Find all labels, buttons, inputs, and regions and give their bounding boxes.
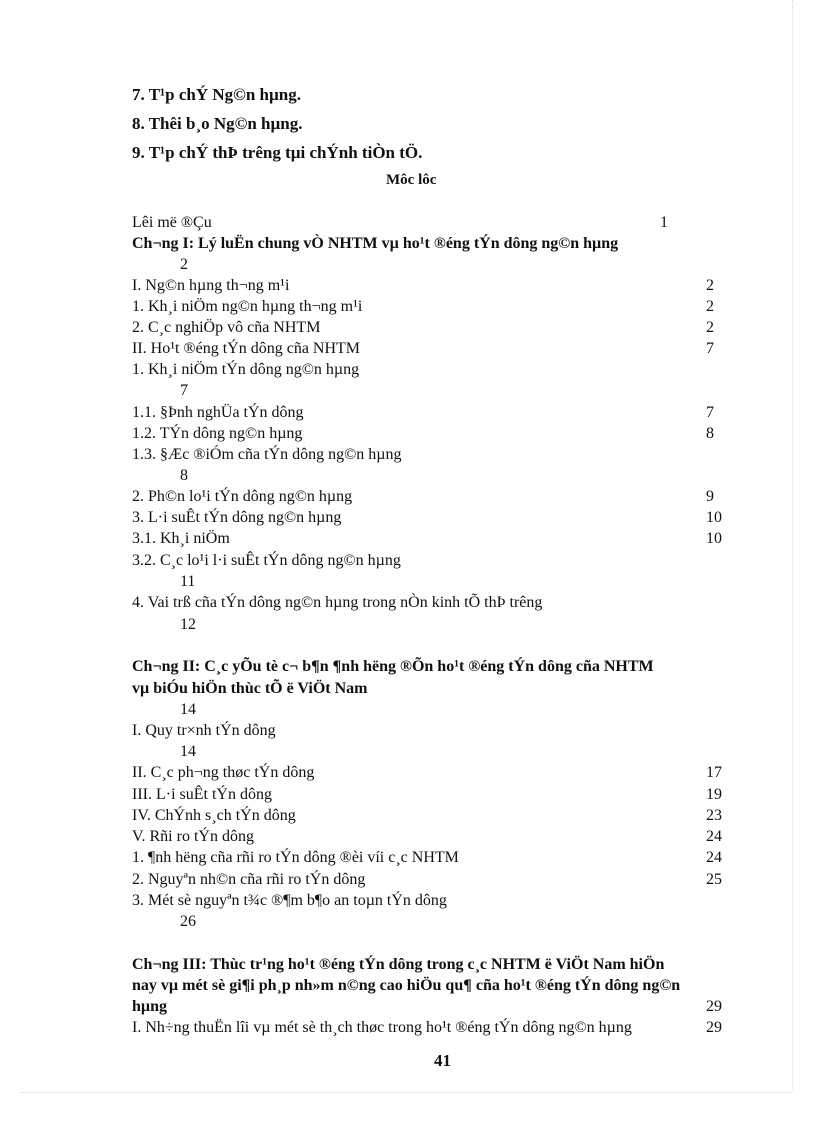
chapter-title: nay vµ mét sè gi¶i ph¸p nh»m n©ng cao hiÖu qu¶ cña ho¹t ®éng tÝn dông ng©n [132, 977, 681, 994]
toc-entry-page: 2 [706, 298, 714, 315]
chapter-page: 14 [180, 701, 196, 718]
toc-entry-page: 8 [180, 467, 188, 484]
toc-entry-page: 2 [706, 277, 714, 294]
chapter-page: 29 [706, 998, 722, 1015]
chapter-title: vµ biÓu hiÖn thùc tÕ ë ViÖt Nam [132, 680, 368, 697]
chapter-title: Ch¬ng II: C¸c yÕu tè c¬ b¶n ¶nh hëng ®Õn ho¹t ®éng tÝn dông cña NHTM [132, 658, 654, 675]
toc-entry-label: III. L·i suÊt tÝn dông [132, 786, 272, 803]
toc-entry-label: 2. C¸c nghiÖp vô cña NHTM [132, 319, 321, 336]
toc-entry-page: 7 [180, 382, 188, 399]
toc-entry-page: 29 [706, 1019, 722, 1036]
toc-entry-label: 3.1. Kh¸i niÖm [132, 530, 230, 547]
toc-entry-label: II. C¸c ph¬ng thøc tÝn dông [132, 764, 315, 781]
toc-entry-page: 14 [180, 743, 196, 760]
page-number: 41 [434, 1051, 451, 1070]
reference-item: 7. T¹p chÝ Ng©n hµng. [132, 85, 301, 104]
toc-entry-label: 1.3. §Æc ®iÓm cña tÝn dông ng©n hµng [132, 446, 402, 463]
toc-entry-page: 24 [706, 828, 722, 845]
chapter-title: hµng [132, 998, 168, 1015]
toc-entry-page: 2 [706, 319, 714, 336]
toc-entry-page: 19 [706, 786, 722, 803]
toc-entry-label: 1.1. §Þnh nghÜa tÝn dông [132, 404, 304, 421]
toc-entry-label: I. Nh÷ng thuËn lîi vµ mét sè th¸ch thøc trong ho¹t ®éng tÝn dông ng©n hµng [132, 1019, 632, 1036]
toc-entry-page: 26 [180, 913, 196, 930]
reference-item: 9. T¹p chÝ thÞ trêng tµi chÝnh tiÒn tÖ. [132, 143, 423, 162]
toc-entry-label: 3. Mét sè nguyªn t¾c ®¶m b¶o an toµn tÝn dông [132, 892, 447, 909]
toc-entry-page: 9 [706, 488, 714, 505]
toc-entry-page: 25 [706, 871, 722, 888]
toc-entry-page: 1 [660, 214, 668, 231]
toc-entry-label: 3.2. C¸c lo¹i l·i suÊt tÝn dông ng©n hµng [132, 552, 401, 569]
toc-entry-label: II. Ho¹t ®éng tÝn dông cña NHTM [132, 340, 361, 357]
toc-entry-page: 23 [706, 807, 722, 824]
toc-entry-page: 12 [180, 616, 196, 633]
toc-entry-page: 10 [706, 509, 722, 526]
toc-entry-label: 1. Kh¸i niÖm ng©n hµng th¬ng m¹i [132, 298, 363, 315]
toc-entry-page: 7 [706, 404, 714, 421]
toc-entry-label: 1. Kh¸i niÖm tÝn dông ng©n hµng [132, 361, 360, 378]
toc-entry-label: V. Rñi ro tÝn dông [132, 828, 254, 845]
toc-entry-page: 17 [706, 764, 722, 781]
toc-entry-label: 4. Vai trß cña tÝn dông ng©n hµng trong nÒn kinh tÕ thÞ trêng [132, 594, 543, 611]
toc-entry-page: 10 [706, 530, 722, 547]
page-border-right [792, 0, 793, 1090]
toc-entry-label: 1.2. TÝn dông ng©n hµng [132, 425, 303, 442]
chapter-title: Ch¬ng III: Thùc tr¹ng ho¹t ®éng tÝn dông trong c¸c NHTM ë ViÖt Nam hiÖn [132, 956, 665, 973]
toc-entry-label: I. Quy tr×nh tÝn dông [132, 722, 276, 739]
toc-entry-label: 2. Nguyªn nh©n cña rñi ro tÝn dông [132, 871, 366, 888]
toc-entry-label: I. Ng©n hµng th¬ng m¹i [132, 277, 290, 294]
toc-entry-label: 1. ¶nh hëng cña rñi ro tÝn dông ®èi víi c¸c NHTM [132, 849, 459, 866]
toc-entry-label: 3. L·i suÊt tÝn dông ng©n hµng [132, 509, 342, 526]
toc-entry-page: 7 [706, 340, 714, 357]
chapter-title: Ch¬ng I: Lý luËn chung vÒ NHTM vµ ho¹t ®éng tÝn dông ng©n hµng [132, 235, 619, 252]
toc-entry-label: 2. Ph©n lo¹i tÝn dông ng©n hµng [132, 488, 353, 505]
toc-entry-page: 24 [706, 849, 722, 866]
reference-item: 8. Thêi b¸o Ng©n hµng. [132, 114, 303, 133]
toc-entry-label: Lêi më ®Çu [132, 214, 212, 231]
toc-title: Môc lôc [386, 172, 437, 188]
chapter-page: 2 [180, 256, 188, 273]
page-border-bottom [20, 1092, 792, 1093]
toc-entry-page: 8 [706, 425, 714, 442]
toc-entry-page: 11 [180, 573, 196, 590]
toc-entry-label: IV. ChÝnh s¸ch tÝn dông [132, 807, 296, 824]
